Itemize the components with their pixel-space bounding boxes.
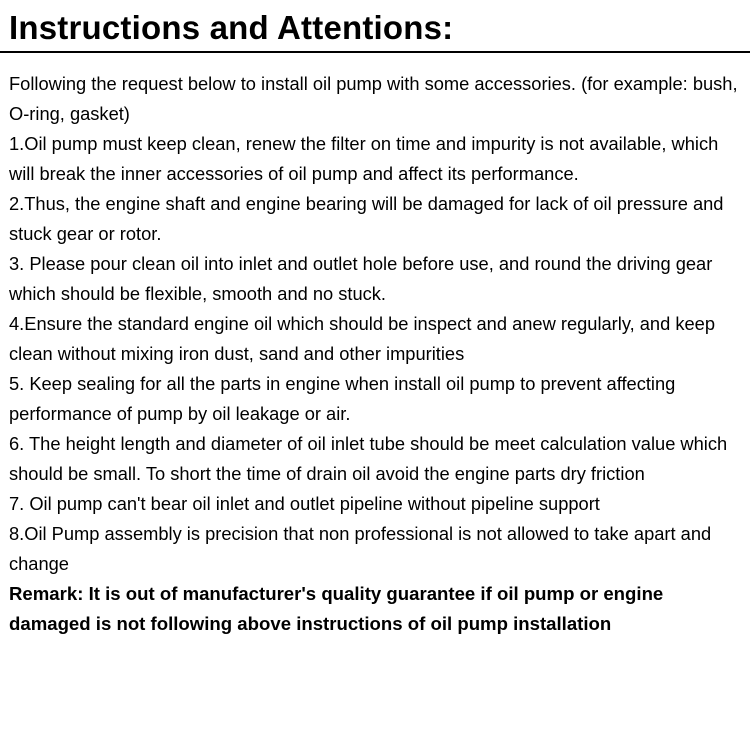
intro-paragraph: Following the request below to install oil pump with some accessories. (for example: bush, O-ring, gasket)	[9, 73, 738, 124]
remark-paragraph: Remark: It is out of manufacturer's quality guarantee if oil pump or engine damaged is not following above instructions of oil pump installation	[9, 583, 664, 634]
instruction-item-5: 5. Keep sealing for all the parts in engine when install oil pump to prevent affecting performance of pump by oil leakage or air.	[9, 373, 676, 424]
title-divider	[0, 51, 750, 53]
page-title: Instructions and Attentions:	[9, 9, 454, 46]
instructions-document	[9, 0, 743, 639]
instruction-item-1: 1.Oil pump must keep clean, renew the filter on time and impurity is not available, which will break the inner accessories of oil pump and affect its performance.	[9, 133, 719, 184]
instruction-item-2: 2.Thus, the engine shaft and engine bearing will be damaged for lack of oil pressure and stuck gear or rotor.	[9, 193, 724, 244]
instruction-item-4: 4.Ensure the standard engine oil which should be inspect and anew regularly, and keep clean without mixing iron dust, sand and other impurities	[9, 313, 715, 364]
instruction-item-8: 8.Oil Pump assembly is precision that non professional is not allowed to take apart and change	[9, 523, 712, 574]
instruction-item-7: 7. Oil pump can't bear oil inlet and outlet pipeline without pipeline support	[9, 493, 600, 514]
instruction-item-6: 6. The height length and diameter of oil inlet tube should be meet calculation value which should be small. To short the time of drain oil avoid the engine parts dry friction	[9, 433, 728, 484]
instructions-body	[9, 69, 743, 639]
instruction-item-3: 3. Please pour clean oil into inlet and outlet hole before use, and round the driving gear which should be flexible, smooth and no stuck.	[9, 253, 713, 304]
